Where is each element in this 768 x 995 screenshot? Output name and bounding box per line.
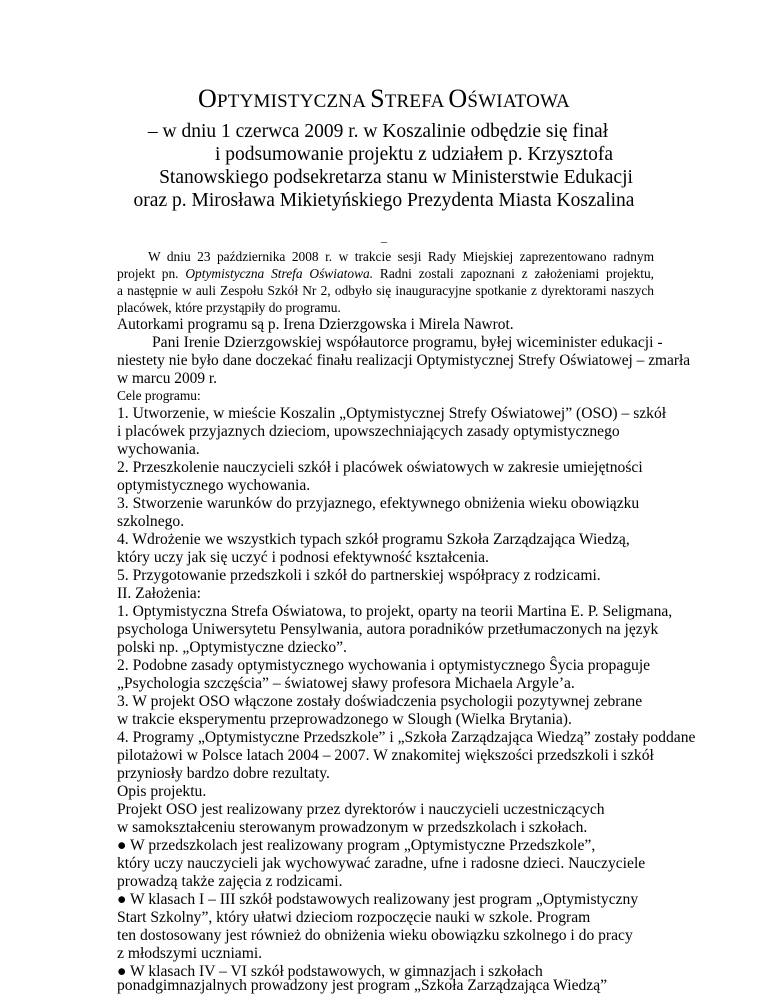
subtitle-line: Stanowskiego podsekretarza stanu w Ministerstwie Edukacji bbox=[159, 167, 633, 188]
body-line: i placówek przyjaznych dzieciom, upowszechniających zasady optymistycznego bbox=[117, 423, 620, 440]
bullet-line: ● W klasach I – III szkół podstawowych realizowany jest program „Optymistyczny bbox=[117, 891, 639, 908]
body-line: optymistycznego wychowania. bbox=[117, 477, 311, 494]
body-line: ten dostosowany jest również do obniżenia wieku obowiązku szkolnego i do pracy bbox=[117, 927, 633, 944]
body-line: 1. Optymistyczna Strefa Oświatowa, to projekt, oparty na teorii Martina E. P. Seligmana, bbox=[117, 603, 673, 620]
body-line: 3. W projekt OSO włączone zostały doświadczenia psychologii pozytywnej zebrane bbox=[117, 693, 643, 710]
intro-line: W dniu 23 października 2008 r. w trakcie sesji Rady Miejskiej zaprezentowano radnym bbox=[148, 249, 654, 264]
title-cap: O bbox=[448, 84, 468, 113]
body-line: który uczy jak się uczyć i podnosi efektywność kształcenia. bbox=[117, 549, 489, 566]
title-rest: PTYMISTYCZNA bbox=[217, 91, 371, 112]
body-line: z młodszymi uczniami. bbox=[117, 945, 263, 962]
body-line: polski np. „Optymistyczne dziecko”. bbox=[117, 639, 347, 656]
bullet-line: ● W przedszkolach jest realizowany program „Optymistyczne Przedszkole”, bbox=[117, 837, 596, 854]
body-line: który uczy nauczycieli jak wychowywać zaradne, ufne i radosne dzieci. Nauczyciele bbox=[117, 855, 646, 872]
intro-line: placówek, które przystąpiły do programu. bbox=[117, 300, 341, 315]
separator-dash: – bbox=[381, 234, 387, 248]
memorial-line: niestety nie było dane doczekać finału realizacji Optymistycznej Strefy Oświatowej – zmarła bbox=[117, 352, 691, 369]
body-line: 1. Utworzenie, w mieście Koszalin „Optymistycznej Strefy Oświatowej” (OSO) – szkół bbox=[117, 405, 667, 422]
title-rest: TREFA bbox=[384, 91, 449, 112]
body-line: Start Szkolny”, który ułatwi dzieciom rozpoczęcie nauki w szkole. Program bbox=[117, 909, 591, 926]
body-line: „Psychologia szczęścia” – światowej sławy profesora Michaela Argyle’a. bbox=[117, 675, 575, 692]
body-line: szkolnego. bbox=[117, 513, 185, 530]
subtitle-line: – w dniu 1 czerwca 2009 r. w Koszalinie odbędzie się finał bbox=[147, 121, 609, 142]
body-line: wychowania. bbox=[117, 441, 200, 458]
title-cap: O bbox=[198, 84, 218, 113]
intro-line: a następnie w auli Zespołu Szkół Nr 2, odbyło się inauguracyjne spotkanie z dyrektorami naszych bbox=[117, 283, 654, 298]
intro-project-name: Optymistyczna Strefa Oświatowa. bbox=[185, 266, 374, 281]
memorial-line: Pani Irenie Dzierzgowskiej współautorce programu, byłej wiceminister edukacji - bbox=[152, 334, 663, 351]
body-line: prowadzą także zajęcia z rodzicami. bbox=[117, 873, 343, 890]
title-rest: ŚWIATOWA bbox=[467, 91, 570, 112]
body-line: ponadgimnazjalnych prowadzony jest program „Szkoła Zarządzająca Wiedzą” bbox=[117, 977, 608, 994]
body-line: 4. Programy „Optymistyczne Przedszkole” i „Szkoła Zarządzająca Wiedzą” zostały poddane bbox=[117, 729, 696, 746]
intro-line bbox=[117, 266, 654, 282]
body-line: pilotażowi w Polsce latach 2004 – 2007. W znakomitej większości przedszkoli i szkół bbox=[117, 747, 654, 764]
subtitle-line: i podsumowanie projektu z udziałem p. Krzysztofa bbox=[214, 144, 613, 165]
document-title bbox=[0, 84, 768, 114]
goals-heading: Cele programu: bbox=[117, 388, 201, 403]
title-cap: S bbox=[370, 84, 385, 113]
body-line: 3. Stworzenie warunków do przyjaznego, efektywnego obniżenia wieku obowiązku bbox=[117, 495, 640, 512]
body-line: w samokształceniu sterowanym prowadzonym w przedszkolach i szkołach. bbox=[117, 819, 588, 836]
body-line: 4. Wdrożenie we wszystkich typach szkół programu Szkoła Zarządzająca Wiedzą, bbox=[117, 531, 630, 548]
section-heading: II. Założenia: bbox=[117, 585, 201, 602]
body-line: 2. Podobne zasady optymistycznego wychowania i optymistycznego Ŝycia propaguje bbox=[117, 657, 651, 674]
authors-line: Autorkami programu są p. Irena Dzierzgowska i Mirela Nawrot. bbox=[117, 316, 514, 333]
intro-text: Radni zostali zapoznani z założeniami projektu, bbox=[373, 266, 654, 281]
body-line: Projekt OSO jest realizowany przez dyrektorów i nauczycieli uczestniczących bbox=[117, 801, 605, 818]
body-line: przyniosły bardzo dobre rezultaty. bbox=[117, 765, 330, 782]
body-line: 2. Przeszkolenie nauczycieli szkół i placówek oświatowych w zakresie umiejętności bbox=[117, 459, 643, 476]
section-heading: Opis projektu. bbox=[117, 783, 207, 800]
body-line: psychologa Uniwersytetu Pensylwania, autora poradników przetłumaczonych na język bbox=[117, 621, 659, 638]
memorial-line: w marcu 2009 r. bbox=[117, 370, 218, 387]
body-line: w trakcie eksperymentu przeprowadzonego w Slough (Wielka Brytania). bbox=[117, 711, 572, 728]
intro-text: projekt pn. bbox=[117, 266, 186, 281]
bullet-line: ● W klasach IV – VI szkół podstawowych, w gimnazjach i szkołach bbox=[117, 963, 543, 980]
body-line: 5. Przygotowanie przedszkoli i szkół do partnerskiej współpracy z rodzicami. bbox=[117, 567, 601, 584]
subtitle-line: oraz p. Mirosława Mikietyńskiego Prezydenta Miasta Koszalina bbox=[133, 190, 635, 211]
